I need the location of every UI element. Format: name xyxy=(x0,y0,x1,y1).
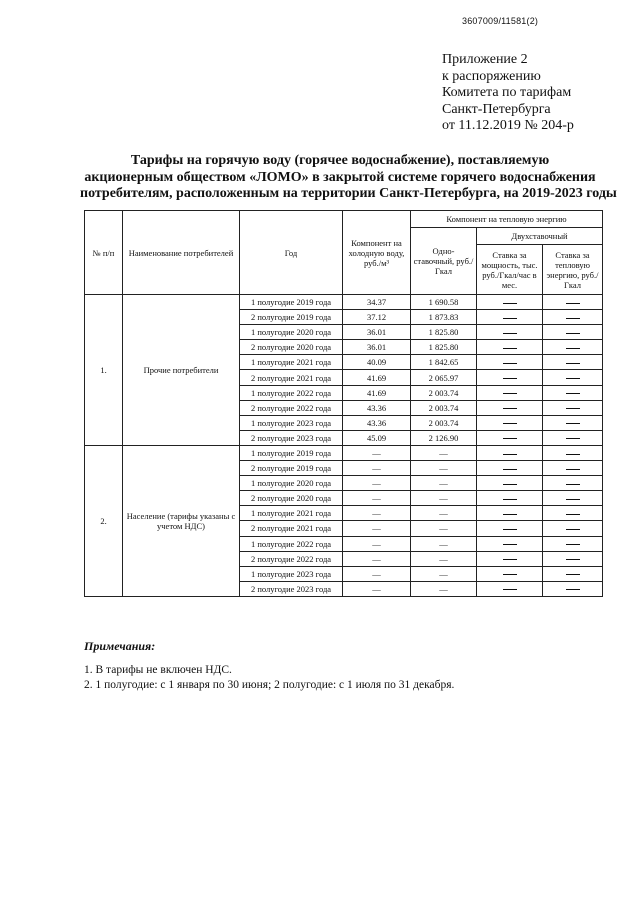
dash-mark xyxy=(566,529,580,530)
dash-mark xyxy=(566,378,580,379)
dash-mark xyxy=(503,438,517,439)
energy-rate-cell xyxy=(543,521,603,536)
energy-rate-cell xyxy=(543,385,603,400)
period-cell: 1 полугодие 2022 года xyxy=(240,385,343,400)
dash-mark xyxy=(566,499,580,500)
one-rate-cell: — xyxy=(411,491,477,506)
dash-mark xyxy=(503,348,517,349)
capacity-rate-cell xyxy=(477,536,543,551)
period-cell: 1 полугодие 2020 года xyxy=(240,325,343,340)
dash-mark xyxy=(503,529,517,530)
dash-mark xyxy=(566,303,580,304)
one-rate-cell: 1 825.80 xyxy=(411,325,477,340)
title-line: Тарифы на горячую воду (горячее водоснабжение), поставляемую xyxy=(130,153,550,168)
energy-rate-cell xyxy=(543,310,603,325)
capacity-rate-cell xyxy=(477,566,543,581)
period-cell: 2 полугодие 2021 года xyxy=(240,521,343,536)
cold-water-cell: — xyxy=(343,551,411,566)
energy-rate-cell xyxy=(543,445,603,460)
header-year: Год xyxy=(240,211,343,295)
dash-mark xyxy=(503,589,517,590)
note-item: 2. 1 полугодие: с 1 января по 30 июня; 2 полугодие: с 1 июля по 31 декабря. xyxy=(84,679,455,691)
title-line: потребителям, расположенным на территории Санкт-Петербурга, на 2019-2023 годы xyxy=(80,186,617,201)
dash-mark xyxy=(503,408,517,409)
cold-water-cell: 36.01 xyxy=(343,325,411,340)
group-number: 1. xyxy=(85,295,123,446)
appendix-line: к распоряжению xyxy=(442,68,541,84)
one-rate-cell: — xyxy=(411,506,477,521)
period-cell: 2 полугодие 2022 года xyxy=(240,400,343,415)
energy-rate-cell xyxy=(543,566,603,581)
header-heat-component: Компонент на тепловую энергию xyxy=(411,211,603,228)
title-line: акционерным обществом «ЛОМО» в закрытой системе горячего водоснабжения xyxy=(84,169,596,185)
one-rate-cell: — xyxy=(411,566,477,581)
period-cell: 2 полугодие 2022 года xyxy=(240,551,343,566)
capacity-rate-cell xyxy=(477,521,543,536)
capacity-rate-cell xyxy=(477,476,543,491)
appendix-block xyxy=(442,52,574,135)
period-cell: 2 полугодие 2020 года xyxy=(240,340,343,355)
one-rate-cell: 2 126.90 xyxy=(411,430,477,445)
one-rate-cell: 2 003.74 xyxy=(411,415,477,430)
period-cell: 1 полугодие 2019 года xyxy=(240,445,343,460)
dash-mark xyxy=(566,559,580,560)
table-row xyxy=(85,295,603,310)
cold-water-cell: — xyxy=(343,491,411,506)
cold-water-cell: 41.69 xyxy=(343,370,411,385)
cold-water-cell: — xyxy=(343,461,411,476)
dash-mark xyxy=(566,469,580,470)
document-title xyxy=(80,153,617,203)
period-cell: 2 полугодие 2019 года xyxy=(240,461,343,476)
dash-mark xyxy=(566,514,580,515)
one-rate-cell: 1 842.65 xyxy=(411,355,477,370)
cold-water-cell: 40.09 xyxy=(343,355,411,370)
cold-water-cell: 45.09 xyxy=(343,430,411,445)
header-consumer: Наименование потребителей xyxy=(123,211,240,295)
one-rate-cell: 2 003.74 xyxy=(411,400,477,415)
energy-rate-cell xyxy=(543,325,603,340)
group-consumer: Население (тарифы указаны с учетом НДС) xyxy=(123,445,240,596)
energy-rate-cell xyxy=(543,461,603,476)
period-cell: 1 полугодие 2023 года xyxy=(240,566,343,581)
period-cell: 2 полугодие 2019 года xyxy=(240,310,343,325)
dash-mark xyxy=(566,348,580,349)
one-rate-cell: 2 065.97 xyxy=(411,370,477,385)
dash-mark xyxy=(503,484,517,485)
dash-mark xyxy=(503,333,517,334)
one-rate-cell: — xyxy=(411,445,477,460)
dash-mark xyxy=(503,559,517,560)
capacity-rate-cell xyxy=(477,370,543,385)
period-cell: 1 полугодие 2020 года xyxy=(240,476,343,491)
cold-water-cell: — xyxy=(343,536,411,551)
header-capacity-rate: Ставка за мощность, тыс. руб./Гкал/час в мес. xyxy=(477,245,543,295)
dash-mark xyxy=(503,363,517,364)
one-rate-cell: 1 690.58 xyxy=(411,295,477,310)
energy-rate-cell xyxy=(543,295,603,310)
one-rate-cell: — xyxy=(411,536,477,551)
table-row xyxy=(85,445,603,460)
dash-mark xyxy=(503,499,517,500)
dash-mark xyxy=(503,378,517,379)
energy-rate-cell xyxy=(543,491,603,506)
dash-mark xyxy=(566,318,580,319)
dash-mark xyxy=(503,303,517,304)
energy-rate-cell xyxy=(543,400,603,415)
tariff-table xyxy=(84,210,603,597)
capacity-rate-cell xyxy=(477,491,543,506)
dash-mark xyxy=(503,574,517,575)
one-rate-cell: 2 003.74 xyxy=(411,385,477,400)
energy-rate-cell xyxy=(543,430,603,445)
header-cold-water: Компонент на холодную воду, руб./м³ xyxy=(343,211,411,295)
header-energy-rate: Ставка за тепловую энергию, руб./Гкал xyxy=(543,245,603,295)
dash-mark xyxy=(566,589,580,590)
one-rate-cell: — xyxy=(411,521,477,536)
header-one-rate: Одно-ставочный, руб./Гкал xyxy=(411,228,477,295)
capacity-rate-cell xyxy=(477,310,543,325)
notes-list xyxy=(84,663,454,693)
capacity-rate-cell xyxy=(477,400,543,415)
dash-mark xyxy=(566,544,580,545)
dash-mark xyxy=(503,454,517,455)
energy-rate-cell xyxy=(543,476,603,491)
dash-mark xyxy=(566,484,580,485)
one-rate-cell: — xyxy=(411,476,477,491)
capacity-rate-cell xyxy=(477,430,543,445)
period-cell: 2 полугодие 2023 года xyxy=(240,581,343,596)
dash-mark xyxy=(566,363,580,364)
energy-rate-cell xyxy=(543,340,603,355)
dash-mark xyxy=(566,574,580,575)
period-cell: 1 полугодие 2019 года xyxy=(240,295,343,310)
group-consumer: Прочие потребители xyxy=(123,295,240,446)
cold-water-cell: — xyxy=(343,506,411,521)
energy-rate-cell xyxy=(543,415,603,430)
energy-rate-cell xyxy=(543,551,603,566)
capacity-rate-cell xyxy=(477,581,543,596)
appendix-line: Комитета по тарифам xyxy=(442,85,572,100)
dash-mark xyxy=(566,423,580,424)
period-cell: 2 полугодие 2020 года xyxy=(240,491,343,506)
group-number: 2. xyxy=(85,445,123,596)
cold-water-cell: 34.37 xyxy=(343,295,411,310)
dash-mark xyxy=(503,514,517,515)
dash-mark xyxy=(503,318,517,319)
cold-water-cell: 41.69 xyxy=(343,385,411,400)
capacity-rate-cell xyxy=(477,355,543,370)
capacity-rate-cell xyxy=(477,551,543,566)
capacity-rate-cell xyxy=(477,461,543,476)
period-cell: 2 полугодие 2021 года xyxy=(240,370,343,385)
period-cell: 2 полугодие 2023 года xyxy=(240,430,343,445)
cold-water-cell: 36.01 xyxy=(343,340,411,355)
cold-water-cell: — xyxy=(343,521,411,536)
energy-rate-cell xyxy=(543,370,603,385)
capacity-rate-cell xyxy=(477,340,543,355)
table-body xyxy=(85,295,603,597)
notes-title: Примечания: xyxy=(84,639,156,653)
capacity-rate-cell xyxy=(477,415,543,430)
document-code: 3607009/11581(2) xyxy=(462,16,539,26)
cold-water-cell: — xyxy=(343,476,411,491)
period-cell: 1 полугодие 2021 года xyxy=(240,355,343,370)
dash-mark xyxy=(566,393,580,394)
period-cell: 1 полугодие 2021 года xyxy=(240,506,343,521)
one-rate-cell: 1 825.80 xyxy=(411,340,477,355)
dash-mark xyxy=(503,393,517,394)
energy-rate-cell xyxy=(543,581,603,596)
appendix-line: от 11.12.2019 № 204-р xyxy=(442,118,574,133)
dash-mark xyxy=(566,454,580,455)
capacity-rate-cell xyxy=(477,385,543,400)
energy-rate-cell xyxy=(543,355,603,370)
energy-rate-cell xyxy=(543,506,603,521)
one-rate-cell: 1 873.83 xyxy=(411,310,477,325)
appendix-line: Санкт-Петербурга xyxy=(442,101,551,117)
dash-mark xyxy=(503,544,517,545)
capacity-rate-cell xyxy=(477,506,543,521)
one-rate-cell: — xyxy=(411,461,477,476)
appendix-line: Приложение 2 xyxy=(442,52,528,67)
capacity-rate-cell xyxy=(477,445,543,460)
header-num: № п/п xyxy=(85,211,123,295)
cold-water-cell: 37.12 xyxy=(343,310,411,325)
dash-mark xyxy=(566,333,580,334)
dash-mark xyxy=(566,408,580,409)
period-cell: 1 полугодие 2022 года xyxy=(240,536,343,551)
dash-mark xyxy=(566,438,580,439)
cold-water-cell: 43.36 xyxy=(343,400,411,415)
energy-rate-cell xyxy=(543,536,603,551)
note-item: 1. В тарифы не включен НДС. xyxy=(84,664,232,676)
cold-water-cell: — xyxy=(343,566,411,581)
capacity-rate-cell xyxy=(477,295,543,310)
dash-mark xyxy=(503,423,517,424)
cold-water-cell: — xyxy=(343,445,411,460)
cold-water-cell: — xyxy=(343,581,411,596)
dash-mark xyxy=(503,469,517,470)
cold-water-cell: 43.36 xyxy=(343,415,411,430)
capacity-rate-cell xyxy=(477,325,543,340)
one-rate-cell: — xyxy=(411,551,477,566)
period-cell: 1 полугодие 2023 года xyxy=(240,415,343,430)
header-two-rate: Двухставочный xyxy=(477,228,603,245)
one-rate-cell: — xyxy=(411,581,477,596)
